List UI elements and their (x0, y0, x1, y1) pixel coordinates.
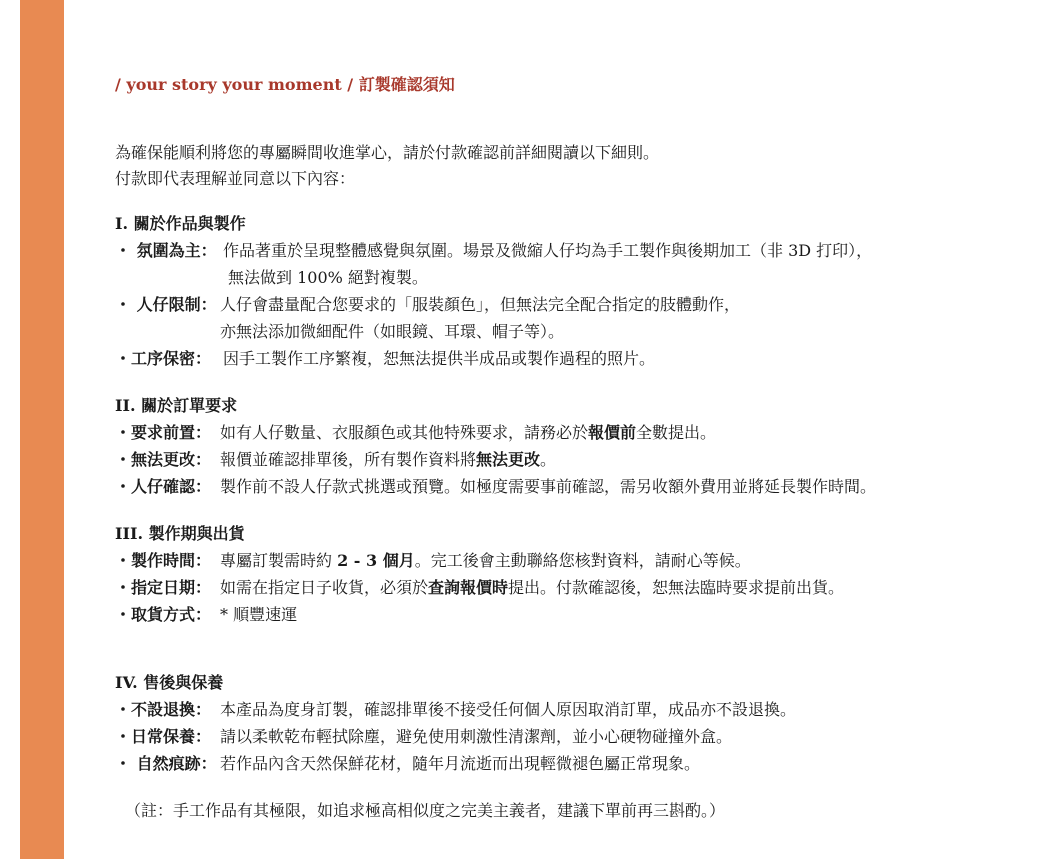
list-item (115, 473, 1045, 500)
item-label: ・工序保密： (115, 349, 212, 368)
item-text: * 順豐速運 (220, 605, 298, 624)
list-item (115, 547, 1045, 574)
accent-side-bar (20, 0, 64, 859)
list-item (115, 696, 1045, 723)
item-emphasis: 2 - 3 個月 (337, 551, 415, 570)
item-text: 。完工後會主動聯絡您核對資料，請耐心等候。 (414, 551, 751, 570)
item-label: ・製作時間： (115, 551, 212, 570)
item-text: 報價並確認排單後，所有製作資料將 (220, 450, 477, 469)
item-emphasis: 無法更改 (476, 450, 541, 469)
item-text-continued: 無法做到 100% 絕對複製。 (228, 268, 428, 287)
heading-prefix: / your story your moment / (115, 75, 359, 94)
section-title: III. 製作期與出貨 (115, 524, 245, 543)
item-emphasis: 報價前 (588, 423, 637, 442)
list-item (115, 446, 1045, 473)
item-label: ・要求前置： (115, 423, 212, 442)
item-text: 如有人仔數量、衣服顏色或其他特殊要求，請務必於 (220, 423, 589, 442)
item-label: ・取貨方式： (115, 605, 212, 624)
item-text: 提出。付款確認後，恕無法臨時要求提前出貨。 (508, 578, 845, 597)
item-label: ・不設退換： (115, 700, 212, 719)
item-text: 本產品為度身訂製，確認排單後不接受任何個人原因取消訂單，成品亦不設退換。 (220, 700, 797, 719)
heading-title: 訂製確認須知 (358, 75, 455, 94)
footnote: （註：手工作品有其極限，如追求極高相似度之完美主義者，建議下單前再三斟酌。） (125, 801, 726, 820)
item-text-continued: 亦無法添加微細配件（如眼鏡、耳環、帽子等）。 (220, 322, 565, 341)
item-label: ・日常保養： (115, 727, 212, 746)
intro-line-2: 付款即代表理解並同意以下內容： (115, 169, 356, 188)
section-title: I. 關於作品與製作 (115, 214, 246, 233)
section-lead-time-shipping (115, 520, 1045, 628)
list-item (115, 419, 1045, 446)
item-label: ・無法更改： (115, 450, 212, 469)
list-item (115, 237, 1045, 291)
intro-text (115, 140, 659, 192)
list-item (115, 574, 1045, 601)
list-item (115, 723, 1045, 750)
item-text: 專屬訂製需時約 (220, 551, 338, 570)
list-item (115, 750, 1045, 777)
item-text: 全數提出。 (636, 423, 717, 442)
section-order-requirements (115, 392, 1045, 500)
item-text: 作品著重於呈現整體感覺與氛圍。場景及微縮人仔均為手工製作與後期加工（非 3D 打印）， (223, 241, 873, 260)
section-title: IV. 售後與保養 (115, 673, 224, 692)
item-label: ・人仔確認： (115, 477, 212, 496)
item-text: 如需在指定日子收貨，必須於 (220, 578, 429, 597)
page-heading (115, 72, 455, 95)
item-label: ・指定日期： (115, 578, 212, 597)
item-text: 若作品內含天然保鮮花材，隨年月流逝而出現輕微褪色屬正常現象。 (220, 754, 701, 773)
item-label: ・ 人仔限制： (115, 295, 217, 314)
item-text: 。 (540, 450, 557, 469)
item-text: 因手工製作工序繁複，恕無法提供半成品或製作過程的照片。 (223, 349, 656, 368)
section-aftercare (115, 669, 1045, 777)
item-label: ・ 氛圍為主： (115, 241, 217, 260)
list-item (115, 345, 1045, 372)
list-item (115, 601, 1045, 628)
item-text: 請以柔軟乾布輕拭除塵，避免使用刺激性清潔劑，並小心硬物碰撞外盒。 (220, 727, 733, 746)
item-emphasis: 查詢報價時 (428, 578, 509, 597)
list-item (115, 291, 1045, 345)
item-label: ・ 自然痕跡： (115, 754, 217, 773)
item-text: 人仔會盡量配合您要求的「服裝顏色」，但無法完全配合指定的肢體動作， (220, 295, 741, 314)
section-title: II. 關於訂單要求 (115, 396, 238, 415)
item-text: 製作前不設人仔款式挑選或預覽。如極度需要事前確認，需另收額外費用並將延長製作時間。 (220, 477, 877, 496)
section-production (115, 210, 1045, 372)
intro-line-1: 為確保能順利將您的專屬瞬間收進掌心，請於付款確認前詳細閱讀以下細則。 (115, 143, 660, 162)
